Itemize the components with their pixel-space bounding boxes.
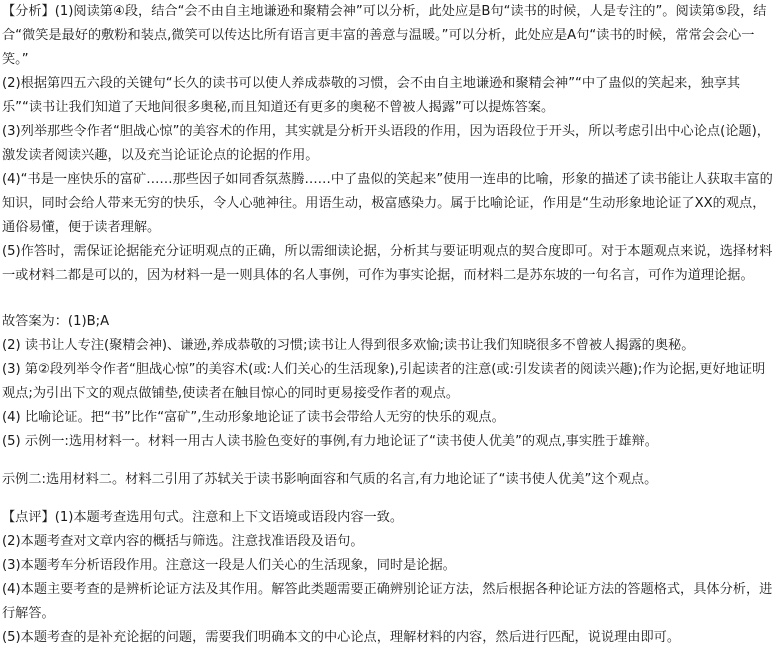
comment-line-5: (5)本题考查的是补充论据的问题，需要我们明确本文的中心论点，理解材料的内容，然后进行匹配，说说理由即可。 xyxy=(2,630,681,645)
answer-line-1: 故答案为：(1)B;A xyxy=(2,314,110,329)
example-two-line: 示例二:选用材料二。材料二引用了苏轼关于读书影响面容和气质的名言,有力地论证了“读书使人优美”这个观点。 xyxy=(2,472,658,487)
analysis-paragraph-4: (4)“书是一座快乐的富矿……那些因子如同香氛蒸腾……中了蛊似的笑起来”使用一连串的比喻，形象的描述了读书能让人获取丰富的知识，同时会给人带来无穷的快乐，令人心驰神往。用语生动，极富感染力。属于比喻论证，作用是“生动形象地论证了XX的观点，通俗易懂，便于读者理解。 xyxy=(2,172,773,235)
section-spacer xyxy=(2,288,774,310)
analysis-paragraph-5: (5)作答时，需保证论据能充分证明观点的正确，所以需细读论据，分析其与要证明观点的契合度即可。对于本题观点来说，选择材料一或材料二都是可以的，因为材料一是一则具体的名人事例，可作为事实论据，而材料二是苏东坡的一句名言，可作为道理论据。 xyxy=(2,244,773,283)
comment-line-3: (3)本题考车分析语段作用。注意这一段是人们关心的生活现象，同时是论据。 xyxy=(2,558,456,573)
section-spacer xyxy=(2,492,774,506)
analysis-section xyxy=(2,0,774,288)
comment-line-2: (2)本题考查对文章内容的概括与筛选。注意找准语段及语句。 xyxy=(2,534,364,549)
section-spacer xyxy=(2,454,774,468)
example-two-section xyxy=(2,468,774,492)
answer-line-3: (3) 第②段列举令作者“胆战心惊”的美容术(或:人们关心的生活现象),引起读者的注意(或:引发读者的阅读兴趣);作为论据,更好地证明观点;为引出下文的观点做铺垫,使读者在触目惊心的同时更易接受作者的观点。 xyxy=(2,362,766,401)
comment-section xyxy=(2,506,774,650)
answer-line-2: (2) 读书让人专注(聚精会神)、谦逊,养成恭敬的习惯;读书让人得到很多欢愉;读书让我们知晓很多不曾被人揭露的奥秘。 xyxy=(2,338,695,353)
comment-line-1: 【点评】(1)本题考查选用句式。注意和上下文语境或语段内容一致。 xyxy=(2,510,404,525)
answer-line-5: (5) 示例一:选用材料一。材料一用古人读书脸色变好的事例,有力地论证了“读书使人优美”的观点,事实胜于雄辩。 xyxy=(2,434,658,449)
analysis-paragraph-3: (3)列举那些令作者“胆战心惊”的美容术的作用，其实就是分析开头语段的作用，因为语段位于开头，所以考虑引出中心论点(论题)，激发读者阅读兴趣，以及充当论证论点的论据的作用。 xyxy=(2,124,770,163)
answer-line-4: (4) 比喻论证。把“书”比作“富矿”,生动形象地论证了读书会带给人无穷的快乐的观点。 xyxy=(2,410,505,425)
comment-line-4: (4)本题主要考查的是辨析论证方法及其作用。解答此类题需要正确辨别论证方法，然后根据各种论证方法的答题格式，具体分析，进行解答。 xyxy=(2,582,773,621)
analysis-paragraph-2: (2)根据第四五六段的关键句“长久的读书可以使人养成恭敬的习惯，会不由自主地谦逊和聚精会神”“中了蛊似的笑起来，独享其乐”“读书让我们知道了天地间很多奥秘,而且知道还有更多的奥秘不曾被人揭露”可以提炼答案。 xyxy=(2,76,741,115)
analysis-paragraph-1: 【分析】(1)阅读第④段，结合“会不由自主地谦逊和聚精会神”可以分析，此处应是B句“读书的时候，人是专注的”。阅读第⑤段，结合“微笑是最好的敷粉和装点,微笑可以传达比所有语言更丰富的善意与温暖。”可以分析，此处应是A句“读书的时候，常常会会心一笑。” xyxy=(2,4,767,67)
answer-section xyxy=(2,310,774,454)
